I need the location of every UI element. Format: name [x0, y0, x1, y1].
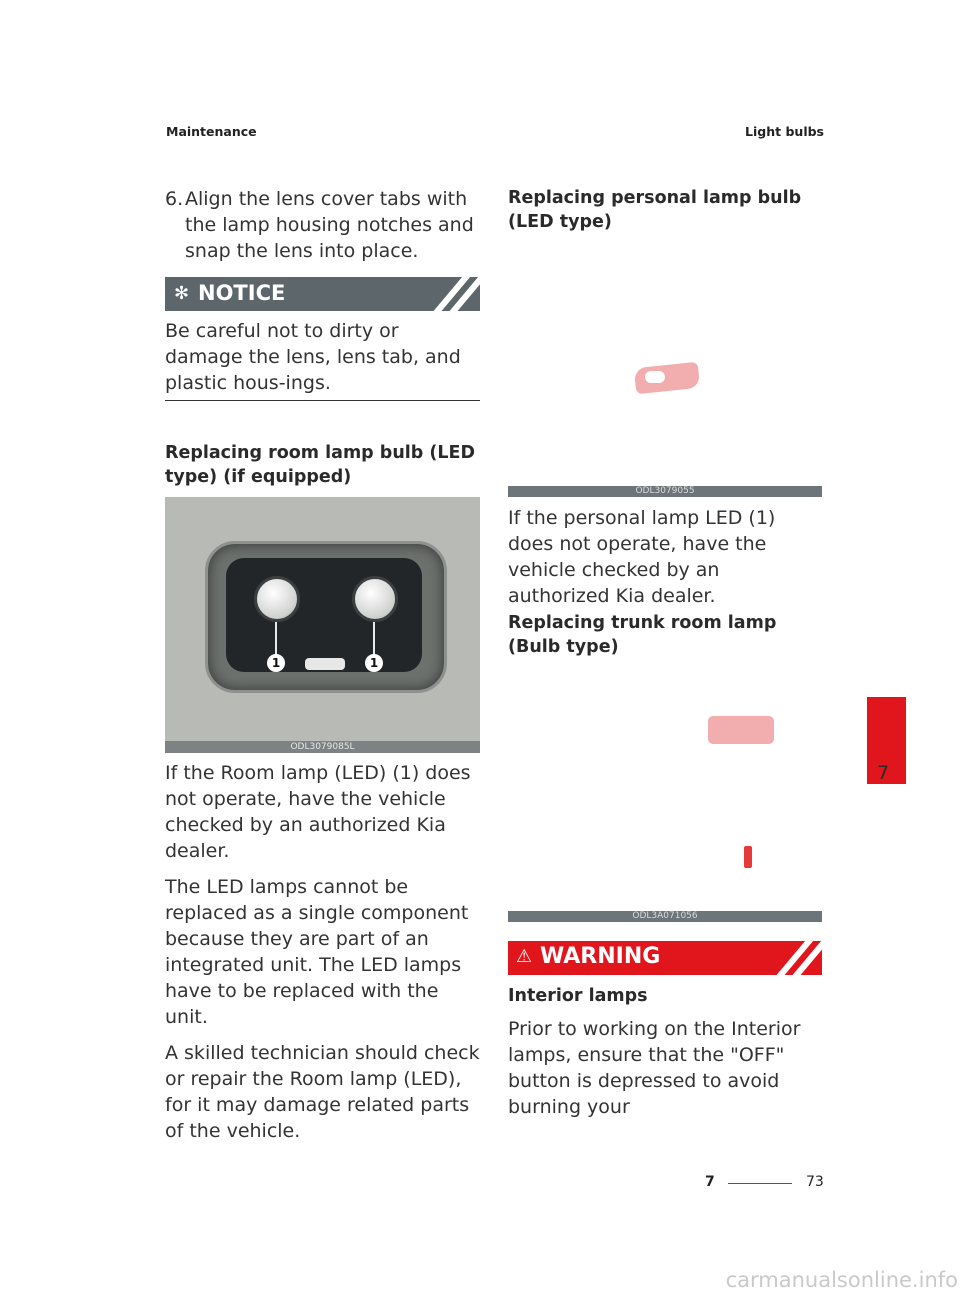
- room-lamp-housing: [205, 541, 447, 693]
- room-lamp-heading-block: [165, 441, 480, 489]
- running-header-section: Maintenance: [166, 124, 257, 139]
- led-bulb-icon: [254, 576, 300, 622]
- warning-label: WARNING: [540, 944, 661, 969]
- section-divider: [165, 400, 480, 401]
- notice-banner: [165, 277, 480, 311]
- notice-text: [165, 318, 480, 396]
- notice-label: NOTICE: [198, 281, 286, 305]
- warning-triangle-icon: ⚠: [516, 946, 533, 967]
- watermark-text: carmanualsonline.info: [725, 1268, 958, 1292]
- trunk-lamp-illustration: [708, 716, 774, 744]
- paragraph: The LED lamps cannot be replaced as a single component because they are part of an integrated unit. The LED lamps have to be replaced with the unit.: [165, 876, 469, 1028]
- paragraph: If the personal lamp LED (1) does not operate, have the vehicle checked by an authorized Kia dealer.: [508, 507, 776, 607]
- personal-lamp-heading: Replacing personal lamp bulb (LED type): [508, 188, 802, 232]
- trunk-lamp-heading: Replacing trunk room lamp (Bulb type): [508, 613, 777, 657]
- room-lamp-figure: [165, 497, 480, 753]
- warning-text: Prior to working on the Interior lamps, ensure that the "OFF" button is depressed to avoid burning your: [508, 1018, 801, 1118]
- figure-caption: ODL3079055: [508, 486, 822, 497]
- page-number: 73: [806, 1174, 824, 1190]
- lamp-switch-icon: [305, 658, 345, 670]
- led-bulb-icon: [352, 576, 398, 622]
- personal-lamp-body: [508, 505, 822, 609]
- chapter-side-number: 7: [877, 762, 890, 784]
- footer-divider: [728, 1183, 792, 1184]
- callout-marker: 1: [365, 654, 383, 672]
- warning-banner: [508, 941, 822, 975]
- trunk-lamp-heading-block: [508, 611, 822, 659]
- instruction-step-6: [165, 186, 480, 264]
- step-number: 6.: [165, 188, 184, 210]
- personal-lamp-lens-icon: [645, 371, 665, 383]
- room-lamp-body: [165, 760, 480, 1144]
- paragraph: If the Room lamp (LED) (1) does not operate, have the vehicle checked by an authorized Kia dealer.: [165, 762, 471, 862]
- callout-marker: 1: [267, 654, 285, 672]
- trunk-lamp-figure: [508, 668, 822, 922]
- watermark: [0, 1268, 960, 1292]
- room-lamp-heading: Replacing room lamp bulb (LED type) (if equipped): [165, 443, 476, 487]
- leader-line: [275, 622, 277, 658]
- paragraph: A skilled technician should check or repair the Room lamp (LED), for it may damage related parts of the vehicle.: [165, 1042, 480, 1142]
- arrow-icon: [744, 846, 752, 868]
- notice-body: Be careful not to dirty or damage the lens, lens tab, and plastic hous-ings.: [165, 320, 461, 394]
- room-lamp-lens: [226, 558, 422, 672]
- warning-title: Interior lamps: [508, 986, 648, 1006]
- personal-lamp-figure: [508, 268, 822, 497]
- asterisk-icon: ✻: [174, 283, 190, 304]
- figure-caption: ODL3A071056: [508, 911, 822, 922]
- warning-body: [508, 984, 822, 1120]
- step-text: Align the lens cover tabs with the lamp housing notches and snap the lens into place.: [185, 188, 474, 262]
- running-header-topic: Light bulbs: [745, 124, 824, 139]
- figure-caption: ODL3079085L: [165, 741, 480, 753]
- personal-lamp-illustration: [634, 362, 700, 395]
- personal-lamp-heading-block: [508, 186, 822, 234]
- footer-chapter: 7: [705, 1174, 715, 1190]
- leader-line: [373, 622, 375, 658]
